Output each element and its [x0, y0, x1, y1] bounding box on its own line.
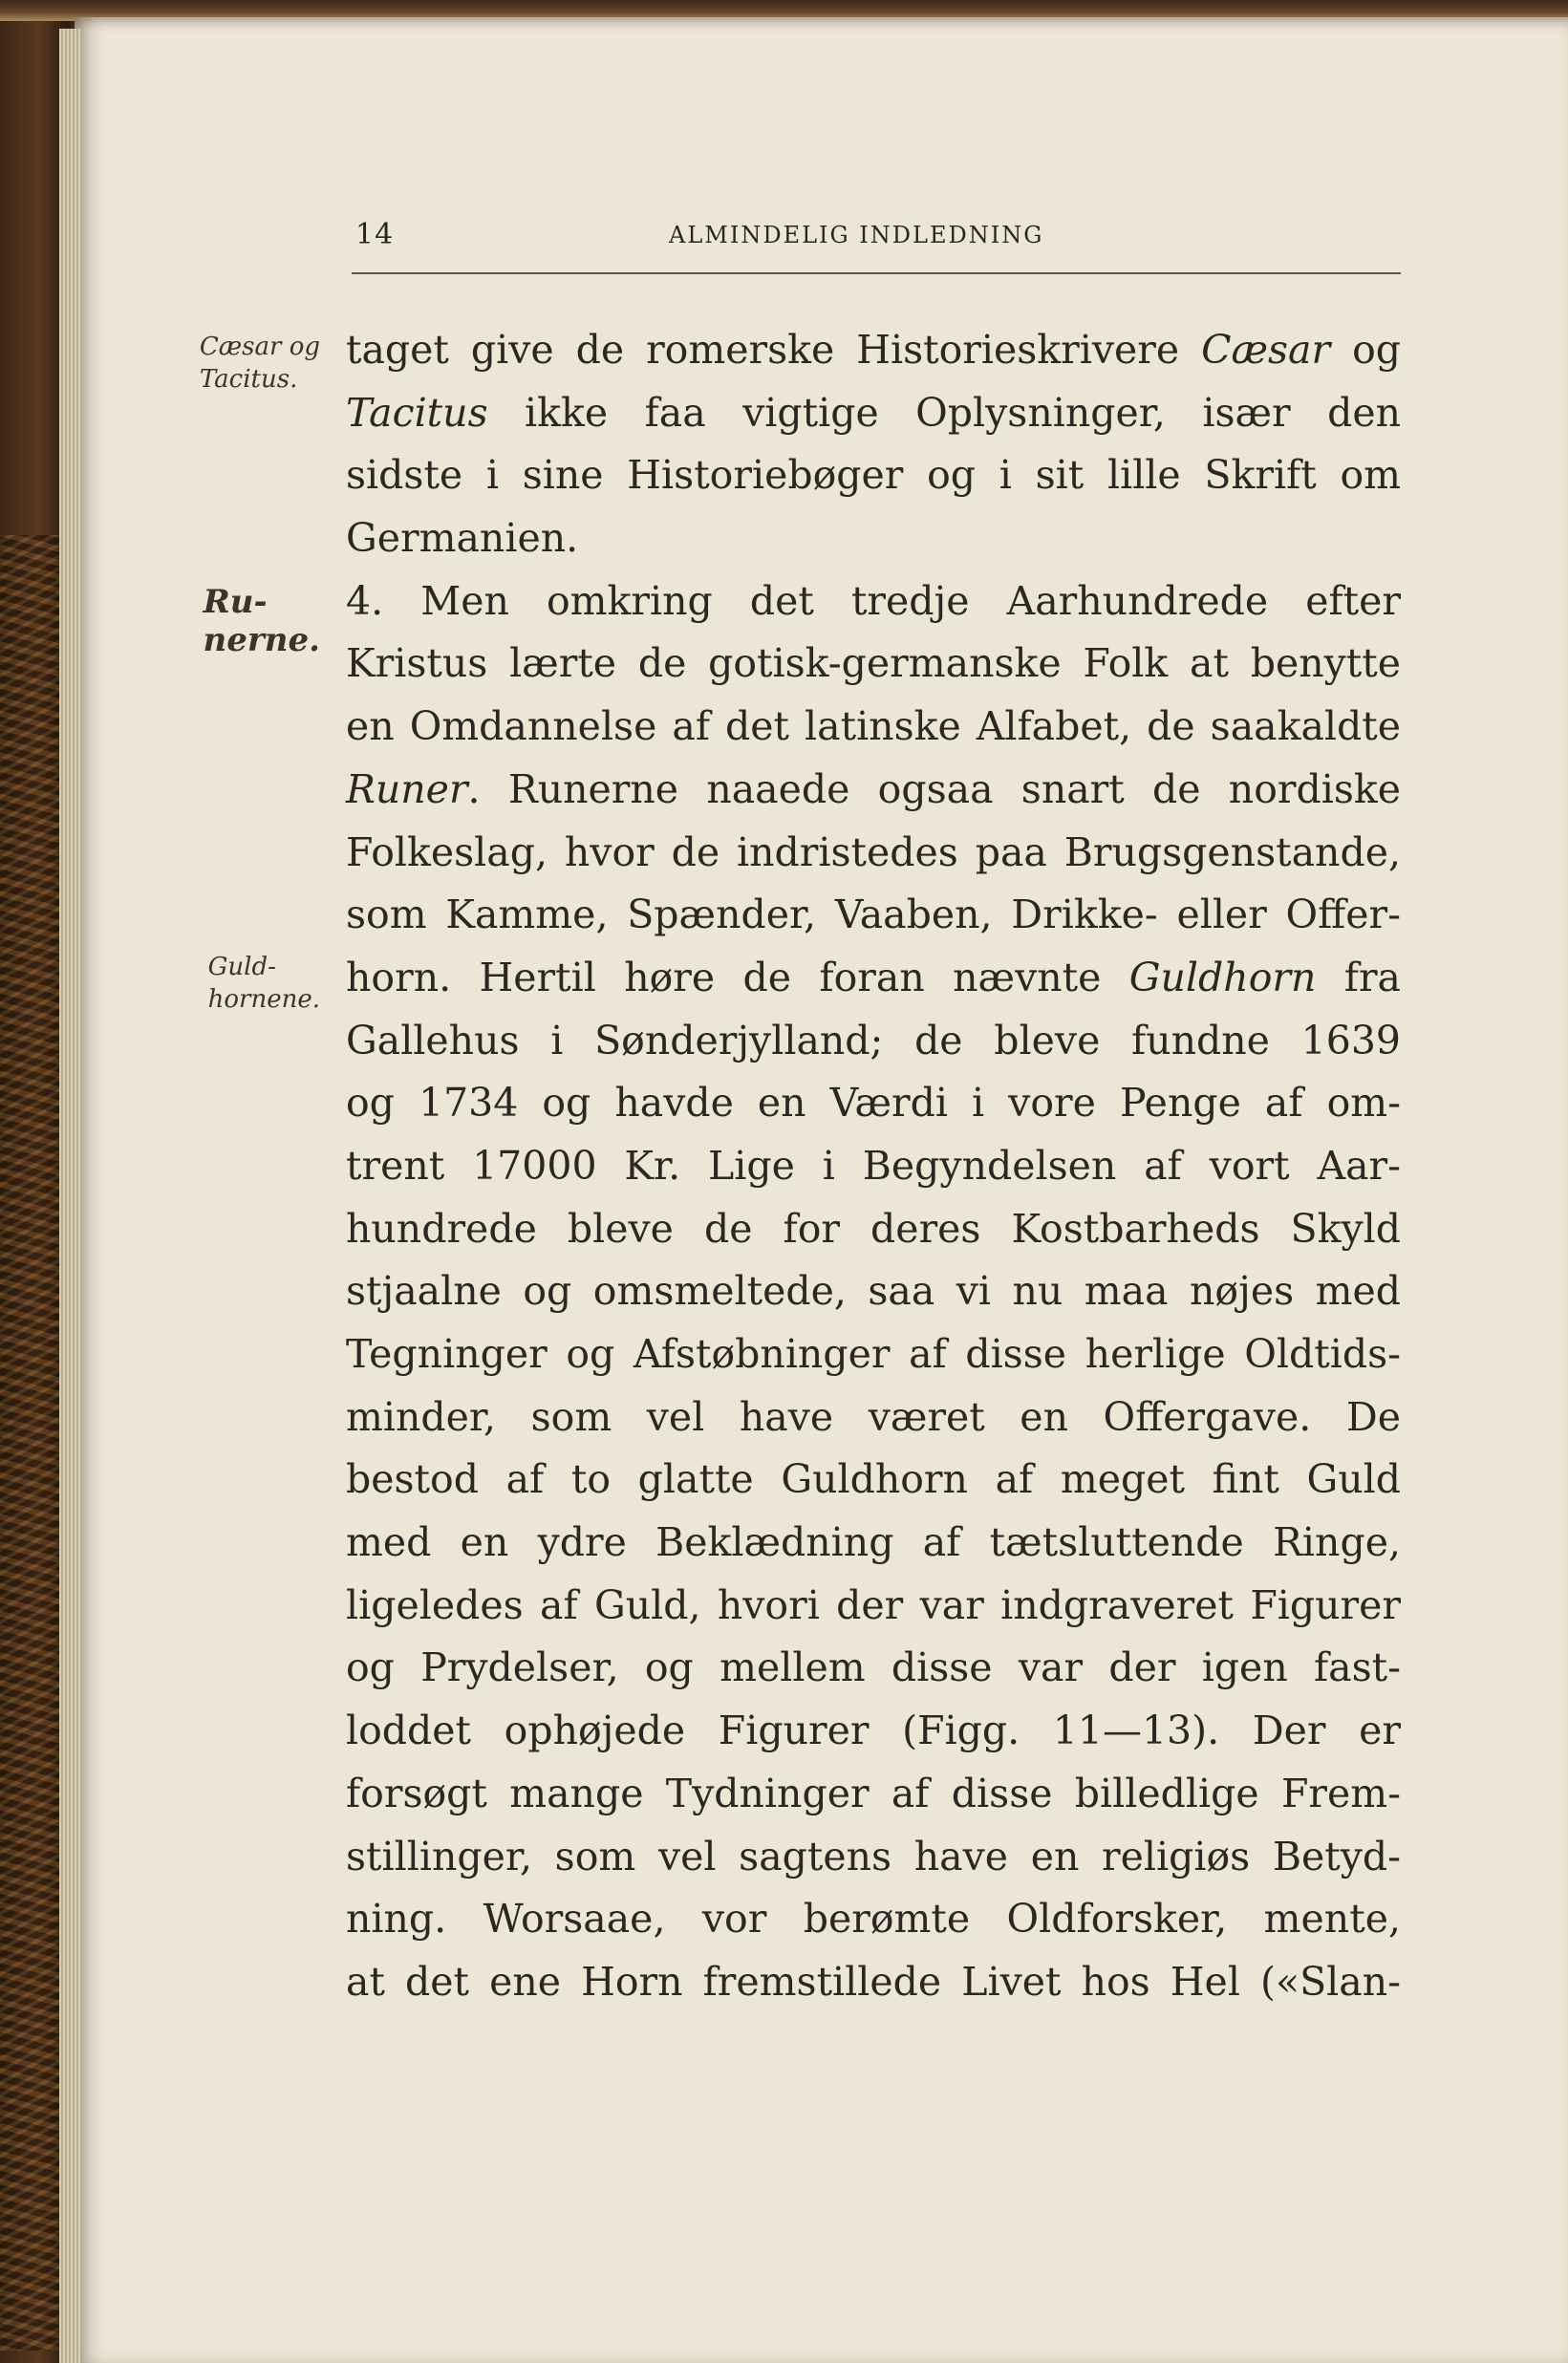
body-text [346, 319, 1401, 2014]
text-line: stjaalne og omsmeltede, saa vi nu maa nøjes med [346, 1268, 1401, 1315]
text-line: med en ydre Beklædning af tætsluttende Ringe, [346, 1519, 1401, 1566]
text-line: minder, som vel have været en Offergave. De [346, 1393, 1401, 1440]
margin-note-guldhornene [208, 951, 320, 1016]
text-line: 4. Men omkring det tredje Aarhundrede efter [346, 577, 1401, 624]
italic-term: Tacitus [346, 389, 488, 436]
text-line: som Kamme, Spænder, Vaaben, Drikke- eller Offer- [346, 891, 1401, 938]
margin-note-runerne [204, 583, 320, 659]
margin-note-line: hornene. [207, 985, 320, 1014]
italic-term: Cæsar [1201, 327, 1331, 373]
text-line: sidste i sine Historiebøger og i sit lille Skrift om [346, 452, 1401, 499]
text-line: Kristus lærte de gotisk-germanske Folk at benytte [346, 640, 1401, 687]
text-line: Tegninger og Afstøbninger af disse herlige Oldtids- [346, 1331, 1401, 1377]
marbled-cover-edge [0, 535, 67, 2351]
text-line: loddet ophøjede Figurer (Figg. 11—13). Der er [346, 1708, 1401, 1754]
text-line: Gallehus i Sønderjylland; de bleve fundne 1639 [346, 1017, 1401, 1063]
page-edges [59, 29, 80, 2363]
text-line: hundrede bleve de for deres Kostbarheds Skyld [346, 1205, 1401, 1252]
margin-note-line: Guld- [207, 953, 276, 981]
italic-term: Runer [346, 765, 468, 812]
margin-note-caesar-tacitus [200, 331, 320, 396]
text-line: Tacitus ikke faa vigtige Oplysninger, især den [346, 389, 1401, 436]
text-line: Folkeslag, hvor de indristedes paa Brugsgenstande, [346, 828, 1401, 875]
text-line: ning. Worsaae, vor berømte Oldforsker, mente, [346, 1896, 1401, 1943]
text-line: bestod af to glatte Guldhorn af meget fint Guld [346, 1456, 1401, 1503]
text-line: stillinger, som vel sagtens have en religiøs Betyd- [346, 1833, 1401, 1880]
text-line: og Prydelser, og mellem disse var der igen fast- [346, 1644, 1401, 1691]
text-line: og 1734 og havde en Værdi i vore Penge af om- [346, 1080, 1401, 1127]
text-line: Runer. Runerne naaede ogsaa snart de nordiske [346, 765, 1401, 812]
text-line: en Omdannelse af det latinske Alfabet, de saakaldte [346, 703, 1401, 750]
text-line: horn. Hertil høre de foran nævnte Guldhorn fra [346, 954, 1401, 1000]
margin-note-line: Ru- [203, 583, 268, 621]
text-line: Germanien. [346, 515, 579, 562]
italic-term: Guldhorn [1128, 954, 1317, 1000]
margin-note-line: Cæsar og [199, 333, 320, 361]
margin-note-line: Tacitus. [199, 365, 298, 394]
text-line: at det ene Horn fremstillede Livet hos Hel («Slan- [346, 1958, 1401, 2005]
header-rule [352, 272, 1401, 274]
text-line: taget give de romerske Historieskrivere Cæsar og [346, 327, 1401, 373]
text-line: trent 17000 Kr. Lige i Begyndelsen af vort Aar- [346, 1142, 1401, 1189]
margin-note-line: nerne. [203, 621, 320, 659]
page-number: 14 [355, 218, 395, 251]
text-line: forsøgt mange Tydninger af disse billedlige Frem- [346, 1770, 1401, 1816]
text-line: ligeledes af Guld, hvori der var indgraveret Figurer [346, 1581, 1401, 1628]
running-title: ALMINDELIG INDLEDNING [669, 222, 1044, 248]
